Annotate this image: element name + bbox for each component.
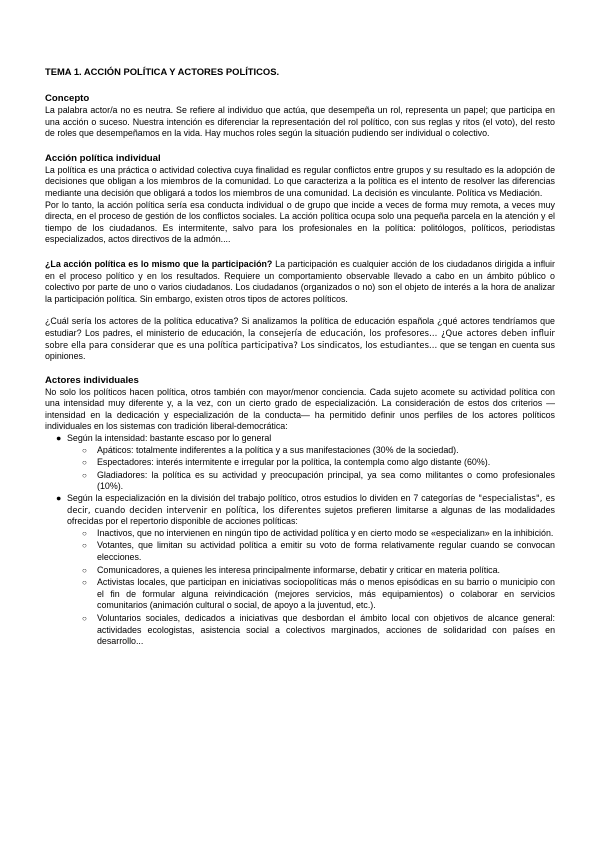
section-heading-actores-individuales: Actores individuales [45,374,139,386]
circle-bullet-icon: ○ [82,445,87,455]
educativa-text-1: ¿Cuál sería los actores de la política educativa? Si analizamos la política de educación española ¿qué actores tendríamos que estudiar? Los padres, el ministerio de educación, [45,316,555,338]
especializacion-sublist [67,528,555,648]
list-item [73,540,555,563]
document-title: TEMA 1. ACCIÓN POLÍTICA Y ACTORES POLÍTICOS. [45,66,280,77]
especializacion-label-c: sujetos prefieren limitarse a algunas de las modalidades ofrecidas por el repertorio disponible de acciones políticas: [67,504,555,527]
educativa-text-3: que se tengan en cuenta sus opiniones. [45,339,555,362]
bullet-icon: ● [56,493,62,504]
list-item-intensidad [45,433,555,493]
circle-bullet-icon: ○ [82,458,87,468]
circle-bullet-icon: ○ [82,528,87,538]
bullet-icon: ● [56,433,62,444]
circle-bullet-icon: ○ [82,578,87,588]
educativa-paragraph [45,316,555,362]
section-heading-concepto: Concepto [45,93,90,104]
list-item-text: Activistas locales, que participan en iniciativas sociopolíticas más o menos episódicas en su barrio o municipio con el fin de formular alguna reivindicación (mejores servicios, más equipamientos) o colaborar en servicios comunitarios (animación cultural o social, de apoyo a la juventud, etc.). [97,577,555,611]
circle-bullet-icon: ○ [82,565,87,575]
participacion-paragraph [45,259,555,305]
educativa-text-2: la consejería de educación, los profesores… ¿Que actores deben influir sobre ella para considerar que es una política participativa? Los sindicatos, los estudiantes… [45,327,555,350]
list-item [73,528,555,540]
list-item [73,445,555,457]
list-item-especializacion [45,493,555,648]
especializacion-label-a: Según la especialización en la división del trabajo político, otros estudios lo dividen en 7 categorías de [67,493,479,504]
intensidad-label: Según la intensidad: bastante escaso por lo general [67,433,272,444]
list-item-text: Voluntarios sociales, dedicados a iniciativas que desbordan el ámbito local con objetivos de alcance general: actividades ecologistas, asistencia social a colectivos marginados, acciones de solidaridad con países en desarrollo... [97,612,555,647]
list-item [73,470,555,493]
especializacion-label-b: "especialistas", es decir, cuando deciden intervenir en política, los diferentes [67,493,555,515]
list-item [73,565,555,577]
circle-bullet-icon: ○ [82,470,87,480]
accion-paragraph-1: La política es una práctica o actividad colectiva cuya finalidad es regular conflictos entre grupos y su resultado es la adopción de decisiones que obligan a los miembros de la comunidad. Lo que caracteriza a la política es el intento de resolver las diferencias mediante una decisión que obligará a todos los miembros de una comunidad. La decisión es vinculante. Política vs Mediación. [45,164,555,198]
list-item-text: Gladiadores: la política es su actividad y preocupación principal, ya sea como militantes o como profesionales (10%). [97,469,555,492]
list-item-text: Inactivos, que no intervienen en ningún tipo de actividad política y en cierto modo se «especializan» en la inhibición. [97,527,554,538]
list-item-text: Espectadores: interés intermitente e irregular por la política, la contempla como algo distante (60%). [97,457,491,468]
section-heading-accion-politica: Acción política individual [45,152,161,164]
participacion-question: ¿La acción política es lo mismo que la participación? [45,258,273,269]
circle-bullet-icon: ○ [82,613,87,623]
list-item [73,457,555,469]
list-item-text: Votantes, que limitan su actividad política a emitir su voto de forma relativamente regular cuando se convocan elecciones. [97,540,555,562]
criteria-list [45,433,555,648]
intensidad-sublist [67,445,555,493]
concepto-paragraph: La palabra actor/a no es neutra. Se refiere al individuo que actúa, que desempeña un rol, representa un papel; que participa en una acción o suceso. Nuestra intención es diferenciar la representación del rol político, con sus reglas y ritos (el voto), del resto de roles que desempeñamos en la vida. Hay muchos roles según la situación pudiendo ser individual o colectivo. [45,105,555,139]
document-page [45,66,555,648]
list-item-text: Apáticos: totalmente indiferentes a la política y a sus manifestaciones (30% de la sociedad). [97,444,459,455]
list-item [73,613,555,648]
list-item-text: Comunicadores, a quienes les interesa principalmente informarse, debatir y criticar en materia política. [97,564,501,575]
list-item [73,577,555,612]
accion-paragraph-2: Por lo tanto, la acción política sería esa conducta individual o de grupo que incide a veces de forma muy remota, a veces muy directa, en el proceso de gestión de los conflictos sociales. La acción política ocupa solo una pequeña parcela en la atención y el tiempo de los ciudadanos. Es intermitente, salvo para los profesionales en la política: politólogos, políticos, periodistas especializados, actos directivos de la admón.... [45,199,555,245]
participacion-text: La participación es cualquier acción de los ciudadanos dirigida a influir en el proceso político y en los resultados. Requiere un comportamiento observable llevado a cabo en un ámbito público o colectivo por parte de uno o varios ciudadanos. Los ciudadanos (organizados o no) son el objeto de interés a la hora de analizar la participación política. Sin embargo, existen otros tipos de actores políticos. [45,258,555,304]
circle-bullet-icon: ○ [82,541,87,551]
actores-paragraph: No solo los políticos hacen política, otros también con mayor/menor conciencia. Cada sujeto acomete su actividad política con una intensidad muy diferente y, a la vez, con un cierto grado de especialización. La consideración de estos dos criterios —intensidad en la dedicación y especialización de la conducta— ha permitido definir unos perfiles de los actores políticos individuales en los sistemas con tradición liberal-democrática: [45,386,555,432]
